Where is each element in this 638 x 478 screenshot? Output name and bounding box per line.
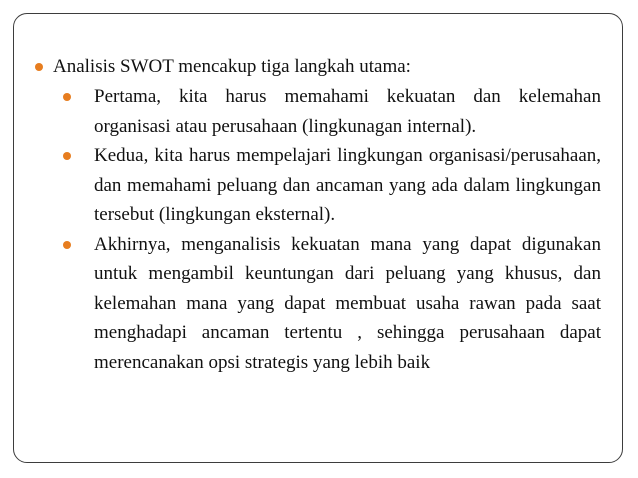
step-text: Akhirnya, menganalisis kekuatan mana yang dapat digunakan untuk mengambil keuntungan dari peluang yang khusus, dan kelemahan mana yang dapat membuat usaha rawan pada saat menghadapi ancaman tertentu , sehingga perusahaan dapat merencanakan opsi strategis yang lebih baik (94, 233, 601, 373)
step-text: Kedua, kita harus mempelajari lingkungan organisasi/perusahaan, dan memahami peluang dan ancaman yang ada dalam lingkungan tersebut (lingkungan eksternal). (94, 145, 601, 225)
intro-bullet-item (33, 52, 603, 82)
step-text: Pertama, kita harus memahami kekuatan dan kelemahan organisasi atau perusahaan (lingkunagan internal). (94, 86, 601, 137)
slide-content (33, 52, 603, 377)
steps-list (33, 82, 603, 377)
intro-text: Analisis SWOT mencakup tiga langkah utama: (53, 56, 411, 77)
step-item-second (94, 141, 601, 230)
bullet-dot-icon (63, 93, 71, 101)
bullet-dot-icon (35, 63, 43, 71)
step-item-first (94, 82, 601, 141)
step-item-third (94, 230, 601, 378)
bullet-dot-icon (63, 152, 71, 160)
bullet-dot-icon (63, 241, 71, 249)
